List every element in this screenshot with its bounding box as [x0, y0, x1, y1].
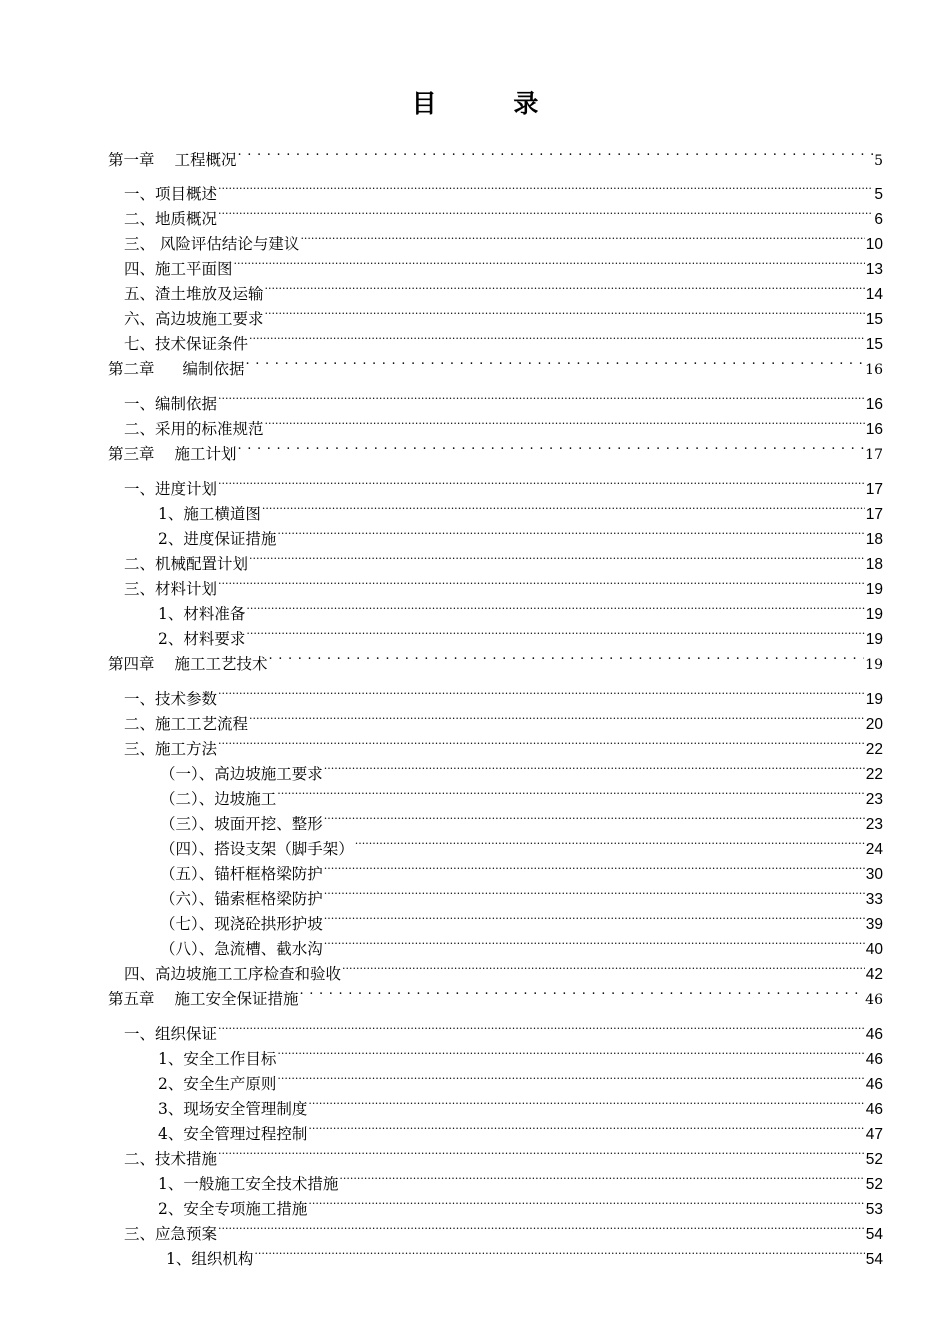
toc-entry[interactable] [124, 1019, 883, 1045]
toc-page-number: 52 [865, 1176, 883, 1193]
toc-entry[interactable] [124, 229, 883, 255]
toc-dot-leader [300, 229, 864, 249]
toc-entry-label: 六、高边坡施工要求 [124, 310, 264, 328]
toc-dot-leader [218, 179, 873, 199]
toc-page-number: 16 [865, 396, 883, 413]
toc-entry[interactable] [160, 784, 883, 810]
toc-dot-leader [246, 624, 864, 644]
toc-page-number: 46 [865, 1026, 883, 1043]
toc-page-number: 39 [865, 916, 883, 933]
toc-page-number: 22 [865, 766, 883, 783]
toc-chapter-entry[interactable] [108, 145, 883, 171]
toc-entry-label: 三、施工方法 [124, 740, 218, 758]
toc-page-number: 17 [865, 447, 883, 463]
toc-dot-leader [218, 574, 865, 594]
toc-entry-label: 2、材料要求 [158, 630, 246, 648]
toc-dot-leader [218, 389, 865, 409]
toc-dot-leader [269, 649, 865, 669]
toc-entry-label: 2、安全专项施工措施 [158, 1200, 308, 1218]
toc-entry-label: 一、技术参数 [124, 690, 218, 708]
toc-title: 目 录 [411, 89, 573, 118]
toc-entry-label: 二、施工工艺流程 [124, 715, 249, 733]
toc-page-number: 13 [865, 261, 883, 278]
toc-entry-label: （四）、搭设支架（脚手架） [160, 840, 354, 858]
toc-entry[interactable] [124, 734, 883, 760]
toc-chapter-entry[interactable] [108, 984, 883, 1010]
toc-entry-label: 一、进度计划 [124, 480, 218, 498]
toc-entry-label: 第四章 [108, 655, 155, 673]
toc-entry-label: 二、采用的标准规范 [124, 420, 264, 438]
toc-dot-leader [324, 859, 865, 879]
toc-entry-label: 4、安全管理过程控制 [158, 1125, 308, 1143]
toc-dot-leader [324, 759, 865, 779]
toc-entry[interactable] [124, 1219, 883, 1245]
toc-entry-label: 三、材料计划 [124, 580, 218, 598]
toc-entry[interactable] [124, 204, 883, 230]
toc-dot-leader [277, 1069, 864, 1089]
toc-dot-leader [218, 1219, 865, 1239]
toc-entry-label: 2、进度保证措施 [158, 530, 277, 548]
toc-entry[interactable] [160, 934, 883, 960]
toc-dot-leader [254, 1244, 864, 1264]
toc-entry-label: （二）、边坡施工 [160, 790, 277, 808]
toc-dot-leader [246, 599, 864, 619]
toc-page-number: 19 [865, 581, 883, 598]
toc-entry-label: 四、高边坡施工工序检查和验收 [124, 965, 342, 983]
toc-page-number: 19 [865, 631, 883, 648]
toc-entry[interactable] [124, 304, 883, 330]
toc-chapter-title: 施工计划 [174, 445, 237, 463]
toc-page-number: 19 [865, 606, 883, 623]
toc-chapter-entry[interactable] [108, 439, 883, 465]
toc-dot-leader [238, 439, 865, 459]
toc-page-number: 46 [865, 1051, 883, 1068]
toc-page-number: 18 [865, 531, 883, 548]
toc-page-number: 17 [865, 481, 883, 498]
toc-dot-leader [265, 279, 865, 299]
toc-dot-leader [300, 984, 865, 1004]
toc-entry-label: 二、地质概况 [124, 210, 218, 228]
toc-entry-label: （八）、急流槽、截水沟 [160, 940, 323, 958]
toc-entry-label: 1、施工横道图 [158, 505, 261, 523]
toc-page-number: 18 [865, 556, 883, 573]
toc-entry[interactable] [160, 759, 883, 785]
toc-entry-label: 一、项目概述 [124, 185, 218, 203]
toc-dot-leader [218, 734, 865, 754]
toc-entry[interactable] [124, 684, 883, 710]
toc-entry-label: 第二章 [108, 360, 155, 378]
toc-entry[interactable] [158, 1169, 883, 1195]
toc-dot-leader [308, 1119, 864, 1139]
toc-dot-leader [342, 959, 865, 979]
toc-entry-label: （一）、高边坡施工要求 [160, 765, 323, 783]
toc-page-number: 33 [865, 891, 883, 908]
toc-entry-label: 2、安全生产原则 [158, 1075, 277, 1093]
toc-page-number: 24 [865, 841, 883, 858]
toc-entry[interactable] [158, 1094, 883, 1120]
toc-entry[interactable] [124, 709, 883, 735]
toc-dot-leader [218, 1144, 865, 1164]
toc-page-number: 47 [865, 1126, 883, 1143]
toc-entry-label: 3、现场安全管理制度 [158, 1100, 308, 1118]
toc-page-number: 53 [865, 1201, 883, 1218]
toc-dot-leader [234, 254, 865, 274]
toc-dot-leader [324, 909, 865, 929]
toc-entry-label: 一、编制依据 [124, 395, 218, 413]
toc-dot-leader [249, 549, 865, 569]
toc-page-number: 19 [865, 657, 883, 673]
toc-page-number: 6 [874, 211, 883, 228]
toc-page-number: 17 [865, 506, 883, 523]
toc-dot-leader [265, 304, 865, 324]
toc-entry-label: 1、一般施工安全技术措施 [158, 1175, 339, 1193]
toc-page-number: 19 [865, 691, 883, 708]
toc-entry-label: 第五章 [108, 990, 155, 1008]
toc-entry[interactable] [124, 959, 883, 985]
toc-page-number: 16 [865, 362, 883, 378]
toc-chapter-title: 编制依据 [182, 360, 245, 378]
toc-dot-leader [249, 709, 865, 729]
toc-entry-label: 1、安全工作目标 [158, 1050, 277, 1068]
toc-dot-leader [277, 1044, 864, 1064]
toc-dot-leader [249, 329, 865, 349]
toc-entry-label: 七、技术保证条件 [124, 335, 249, 353]
toc-page-number: 40 [865, 941, 883, 958]
toc-entry[interactable] [124, 414, 883, 440]
toc-entry-label: 1、组织机构 [166, 1250, 254, 1268]
toc-page-number: 54 [865, 1251, 883, 1268]
toc-page-number: 23 [865, 791, 883, 808]
toc-page-number: 10 [865, 236, 883, 253]
toc-entry[interactable] [124, 329, 883, 355]
toc-page-number: 15 [865, 336, 883, 353]
toc-dot-leader [324, 934, 865, 954]
toc-entry-label: 二、机械配置计划 [124, 555, 249, 573]
toc-entry[interactable] [124, 279, 883, 305]
toc-entry[interactable] [158, 1194, 883, 1220]
toc-entry[interactable] [158, 524, 883, 550]
toc-entry-label: 五、渣土堆放及运输 [124, 285, 264, 303]
toc-page-number: 22 [865, 741, 883, 758]
toc-entry[interactable] [124, 389, 883, 415]
toc-entry-label: 1、材料准备 [158, 605, 246, 623]
toc-page-number: 46 [865, 992, 883, 1008]
toc-entry[interactable] [124, 1144, 883, 1170]
toc-chapter-title: 施工安全保证措施 [174, 990, 299, 1008]
toc-entry[interactable] [158, 1119, 883, 1145]
toc-entry[interactable] [158, 599, 883, 625]
toc-dot-leader [277, 524, 864, 544]
toc-dot-leader [238, 145, 874, 165]
toc-page-number: 14 [865, 286, 883, 303]
toc-entry[interactable] [160, 884, 883, 910]
toc-page-number: 5 [874, 153, 883, 169]
toc-page-number: 5 [874, 186, 883, 203]
toc-entry[interactable] [158, 499, 883, 525]
toc-dot-leader [218, 1019, 865, 1039]
toc-dot-leader [324, 809, 865, 829]
toc-page-number: 46 [865, 1101, 883, 1118]
toc-chapter-entry[interactable] [108, 649, 883, 675]
toc-entry[interactable] [124, 574, 883, 600]
toc-entry[interactable] [160, 809, 883, 835]
toc-entry-label: 三、 风险评估结论与建议 [124, 235, 300, 253]
toc-entry-label: 第一章 [108, 151, 155, 169]
toc-entry[interactable] [124, 254, 883, 280]
toc-entry[interactable] [124, 474, 883, 500]
toc-entry-label: 一、组织保证 [124, 1025, 218, 1043]
toc-entry-label: 二、技术措施 [124, 1150, 218, 1168]
toc-entry[interactable] [166, 1244, 883, 1270]
toc-dot-leader [324, 884, 865, 904]
toc-entry-label: （三）、坡面开挖、整形 [160, 815, 323, 833]
toc-page-number: 23 [865, 816, 883, 833]
toc-dot-leader [355, 834, 865, 854]
toc-entry-label: （六）、锚索框格梁防护 [160, 890, 323, 908]
toc-page-number: 46 [865, 1076, 883, 1093]
toc-entry-label: 第三章 [108, 445, 155, 463]
toc-dot-leader [308, 1094, 864, 1114]
toc-entry[interactable] [160, 834, 883, 860]
toc-page-number: 15 [865, 311, 883, 328]
toc-page-number: 54 [865, 1226, 883, 1243]
toc-dot-leader [339, 1169, 864, 1189]
toc-dot-leader [308, 1194, 864, 1214]
toc-dot-leader [265, 414, 865, 434]
toc-page-number: 52 [865, 1151, 883, 1168]
toc-dot-leader [218, 204, 873, 224]
toc-dot-leader [218, 684, 865, 704]
toc-entry[interactable] [158, 624, 883, 650]
toc-entry[interactable] [160, 859, 883, 885]
toc-chapter-title: 工程概况 [174, 151, 237, 169]
toc-page-number: 42 [865, 966, 883, 983]
toc-page-number: 20 [865, 716, 883, 733]
toc-dot-leader [277, 784, 864, 804]
toc-entry[interactable] [158, 1044, 883, 1070]
toc-entry[interactable] [158, 1069, 883, 1095]
toc-chapter-title: 施工工艺技术 [174, 655, 268, 673]
toc-dot-leader [262, 499, 865, 519]
toc-entry[interactable] [160, 909, 883, 935]
toc-entry[interactable] [124, 179, 883, 205]
toc-page-number: 16 [865, 421, 883, 438]
toc-dot-leader [246, 354, 865, 374]
toc-entry-label: 四、施工平面图 [124, 260, 233, 278]
toc-entry[interactable] [124, 549, 883, 575]
toc-entry-label: 三、应急预案 [124, 1225, 218, 1243]
toc-dot-leader [218, 474, 865, 494]
toc-entry-label: （七）、现浇砼拱形护坡 [160, 915, 323, 933]
toc-entry-label: （五）、锚杆框格梁防护 [160, 865, 323, 883]
toc-chapter-entry[interactable] [108, 354, 883, 380]
toc-page-number: 30 [865, 866, 883, 883]
